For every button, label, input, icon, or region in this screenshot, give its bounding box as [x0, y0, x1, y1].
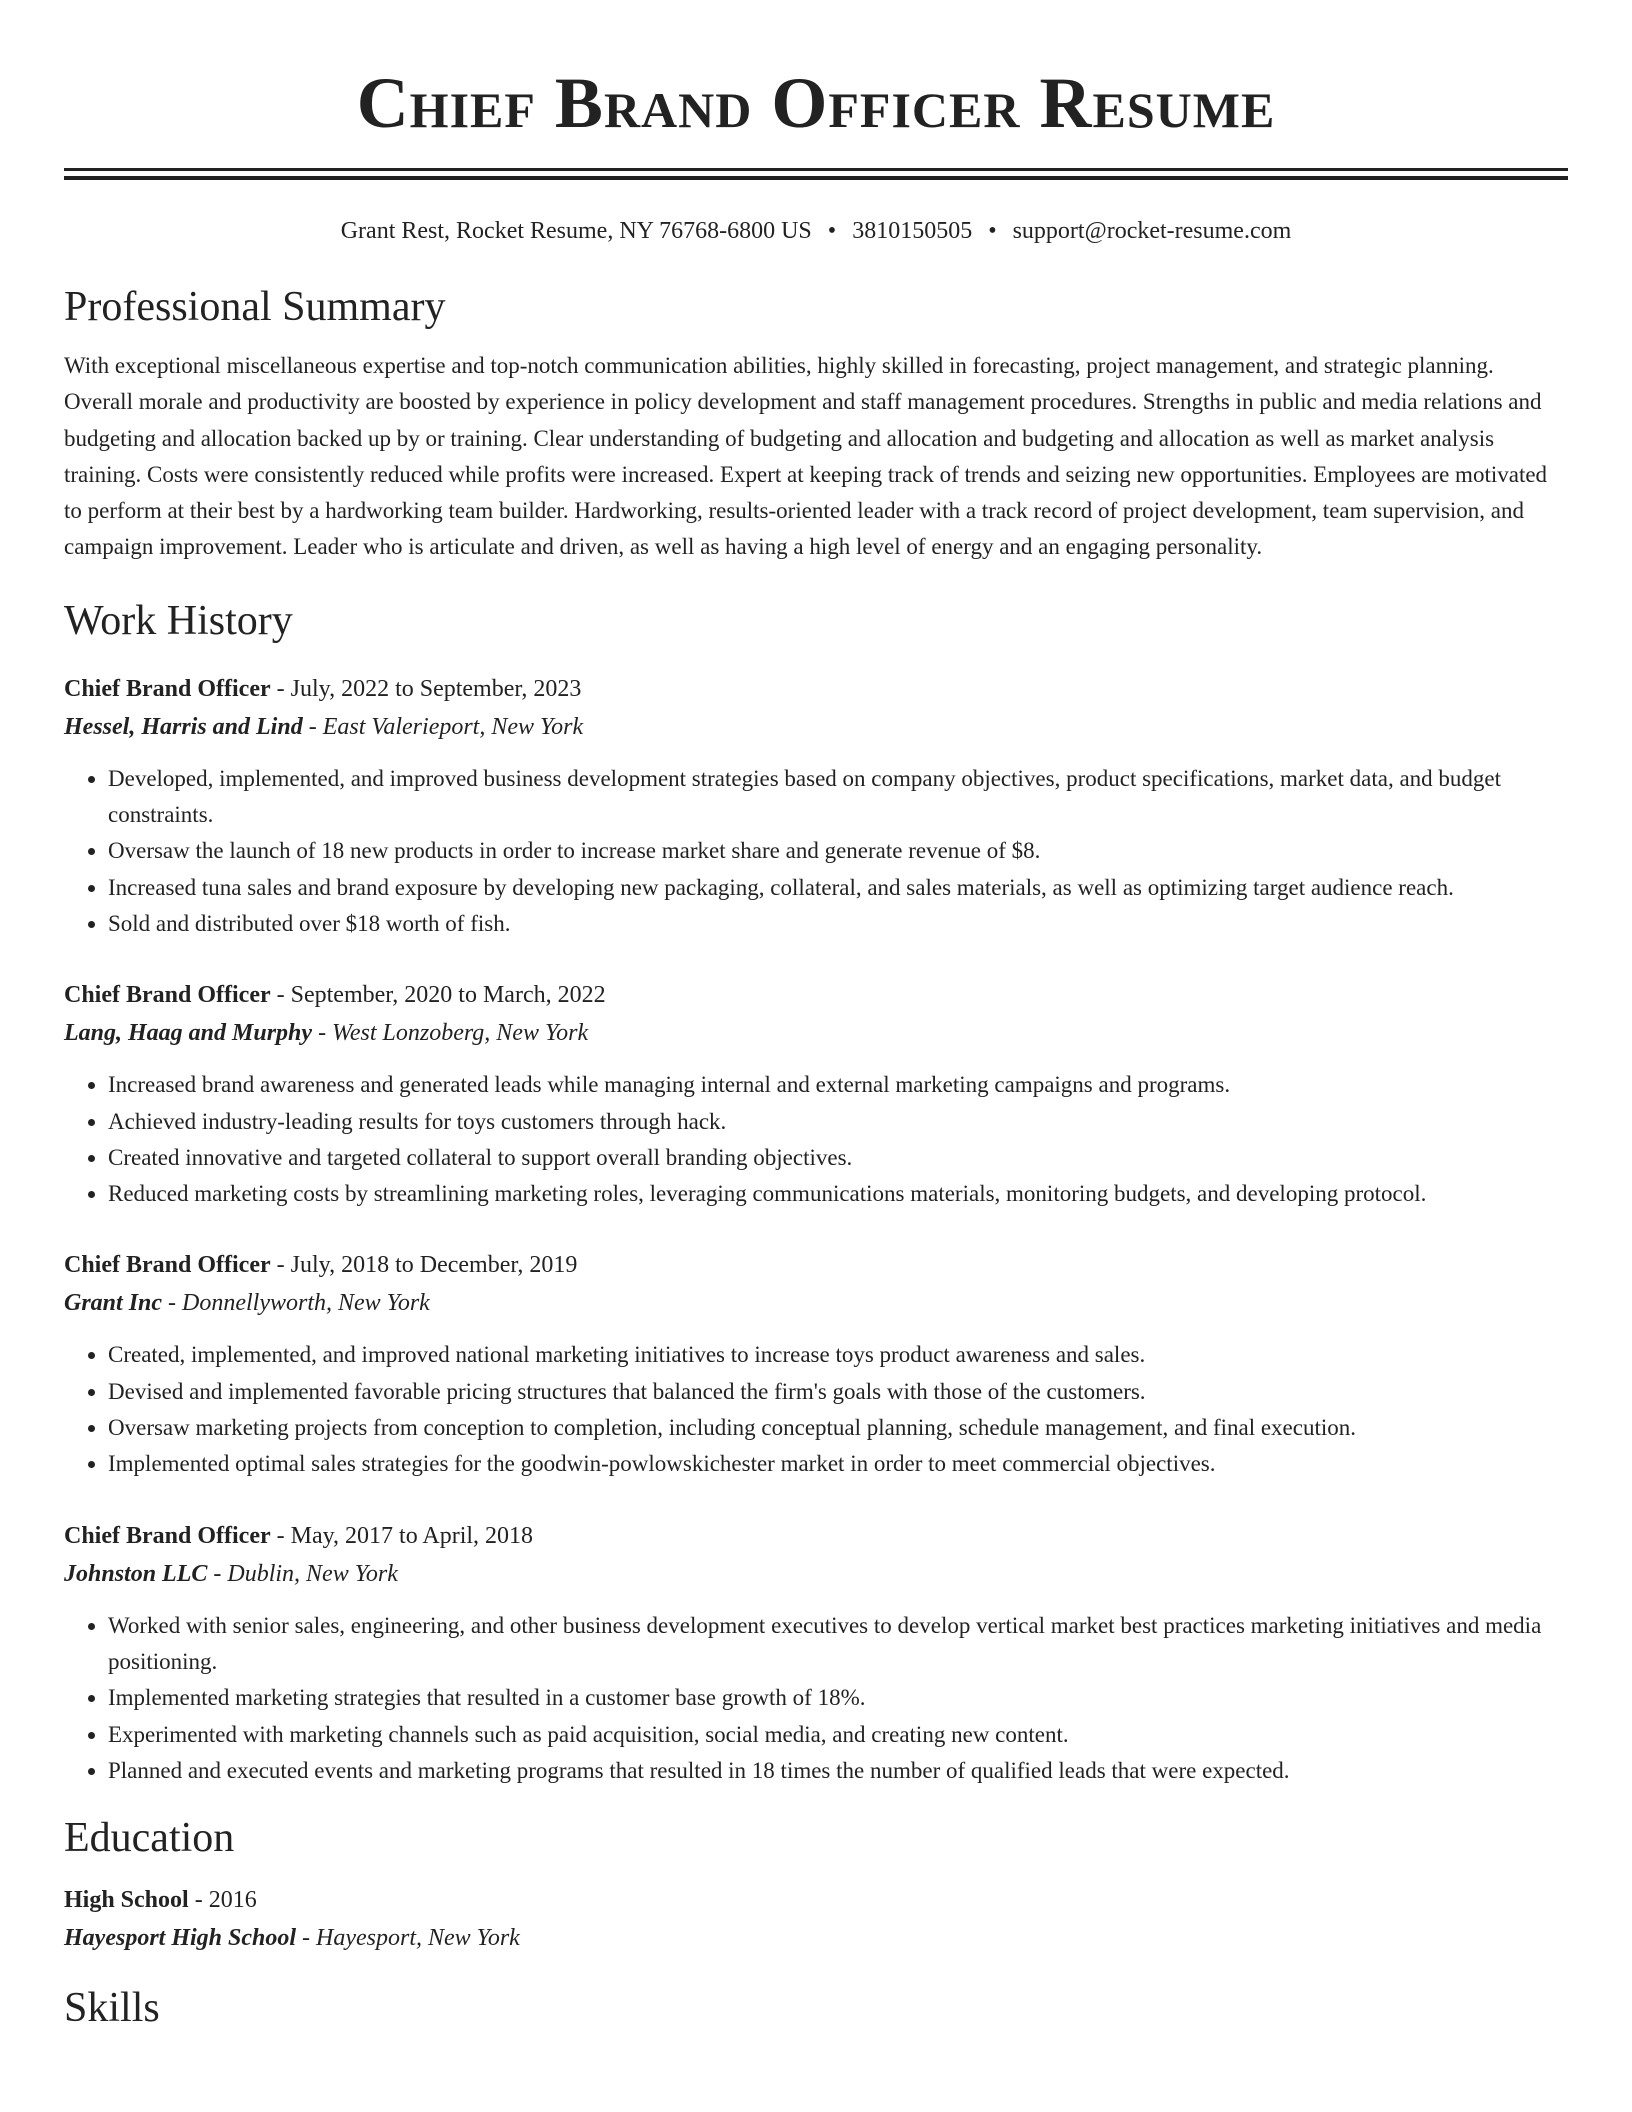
job-company-line	[64, 1014, 1568, 1052]
job-bullet: • Created, implemented, and improved national marketing initiatives to increase toys product awareness and sales.	[108, 1337, 1568, 1373]
job-bullet: • Devised and implemented favorable pricing structures that balanced the firm's goals with those of the customers.	[108, 1374, 1568, 1410]
job-company: Johnston LLC	[64, 1560, 208, 1587]
resume-page	[64, 0, 1568, 2033]
job-company: Hessel, Harris and Lind	[64, 713, 303, 740]
job-bullet: • Reduced marketing costs by streamlining marketing roles, leveraging communications materials, monitoring budgets, and developing protocol.	[108, 1176, 1568, 1212]
job-entry	[64, 670, 1568, 942]
job-title: Chief Brand Officer	[64, 1252, 271, 1279]
title-divider-bottom	[64, 176, 1568, 180]
job-dates: - September, 2020 to March, 2022	[270, 982, 606, 1009]
job-bullet: • Planned and executed events and marketing programs that resulted in 18 times the number of qualified leads that were expected.	[108, 1753, 1568, 1789]
job-bullets	[64, 1067, 1568, 1212]
job-bullet: • Oversaw marketing projects from conception to completion, including conceptual planning, schedule management, and final execution.	[108, 1410, 1568, 1446]
job-bullet: • Implemented marketing strategies that resulted in a customer base growth of 18%.	[108, 1680, 1568, 1716]
job-dates: - July, 2022 to September, 2023	[270, 675, 582, 702]
job-bullet: • Implemented optimal sales strategies for the goodwin-powlowskichester market in order to meet commercial objectives.	[108, 1446, 1568, 1482]
education-school: Hayesport High School	[64, 1925, 297, 1952]
job-company: Lang, Haag and Murphy	[64, 1020, 313, 1047]
job-bullet: • Increased tuna sales and brand exposure by developing new packaging, collateral, and sales materials, as well as optimizing target audience reach.	[108, 870, 1568, 906]
job-bullet: • Increased brand awareness and generated leads while managing internal and external marketing campaigns and programs.	[108, 1067, 1568, 1103]
job-bullets	[64, 1337, 1568, 1482]
job-bullet: • Developed, implemented, and improved business development strategies based on company objectives, product specifications, market data, and budget constraints.	[108, 761, 1568, 834]
job-company-line	[64, 1284, 1568, 1322]
summary-text: With exceptional miscellaneous expertise and top-notch communication abilities, highly skilled in forecasting, project management, and strategic planning. Overall morale and productivity are boosted by experience in policy development and staff management procedures. Strengths in public and media relations and budgeting and allocation backed up by or training. Clear understanding of budgeting and allocation and budgeting and allocation as well as market analysis training. Costs were consistently reduced while profits were increased. Expert at keeping track of trends and seizing new opportunities. Employees are motivated to perform at their best by a hardworking team builder. Hardworking, results-oriented leader with a track record of project development, team supervision, and campaign improvement. Leader who is articulate and driven, as well as having a high level of energy and an engaging personality.	[64, 353, 1548, 560]
contact-email: support@rocket-resume.com	[1012, 218, 1292, 244]
education-degree-line	[64, 1881, 1568, 1919]
job-bullet: • Worked with senior sales, engineering, and other business development executives to develop vertical market best practices marketing initiatives and media positioning.	[108, 1608, 1568, 1681]
job-bullet: • Created innovative and targeted collateral to support overall branding objectives.	[108, 1140, 1568, 1176]
job-bullet: • Sold and distributed over $18 worth of fish.	[108, 906, 1568, 942]
job-entry	[64, 976, 1568, 1212]
job-title-line	[64, 1517, 1568, 1555]
job-dates: - July, 2018 to December, 2019	[270, 1252, 578, 1279]
education-degree: High School	[64, 1887, 189, 1914]
contact-line	[64, 216, 1568, 246]
job-title: Chief Brand Officer	[64, 675, 271, 702]
job-location: - Dublin, New York	[207, 1560, 398, 1587]
work-history-heading: Work History	[64, 597, 293, 644]
job-dates: - May, 2017 to April, 2018	[270, 1522, 534, 1549]
job-title-line	[64, 976, 1568, 1014]
job-entry	[64, 1517, 1568, 1789]
skills-heading: Skills	[64, 1985, 160, 2032]
job-location: - West Lonzoberg, New York	[312, 1020, 589, 1047]
education-year: - 2016	[188, 1887, 257, 1914]
education-location: - Hayesport, New York	[296, 1925, 520, 1952]
job-location: - Donnellyworth, New York	[162, 1290, 430, 1317]
job-location: - East Valerieport, New York	[302, 713, 584, 740]
job-bullet: • Experimented with marketing channels such as paid acquisition, social media, and creating new content.	[108, 1717, 1568, 1753]
job-title: Chief Brand Officer	[64, 1522, 271, 1549]
job-company-line	[64, 708, 1568, 746]
title-divider-top	[64, 168, 1568, 171]
job-bullets	[64, 1608, 1568, 1789]
job-company: Grant Inc	[64, 1290, 163, 1317]
resume-title: Chief Brand Officer Resume	[356, 63, 1276, 143]
education-entry	[64, 1881, 1568, 1957]
job-title-line	[64, 670, 1568, 708]
contact-address: Grant Rest, Rocket Resume, NY 76768-6800 US	[340, 218, 812, 244]
summary-heading: Professional Summary	[64, 284, 446, 330]
job-bullet: • Achieved industry-leading results for toys customers through hack.	[108, 1104, 1568, 1140]
job-company-line	[64, 1555, 1568, 1593]
contact-separator: •	[827, 218, 837, 244]
job-bullets	[64, 761, 1568, 942]
contact-phone: 3810150505	[852, 218, 973, 244]
education-school-line	[64, 1919, 1568, 1957]
job-title-line	[64, 1246, 1568, 1284]
job-entry	[64, 1246, 1568, 1482]
job-bullet: • Oversaw the launch of 18 new products in order to increase market share and generate revenue of $8.	[108, 833, 1568, 869]
job-title: Chief Brand Officer	[64, 982, 271, 1009]
contact-separator: •	[988, 218, 997, 244]
education-heading: Education	[64, 1815, 235, 1862]
